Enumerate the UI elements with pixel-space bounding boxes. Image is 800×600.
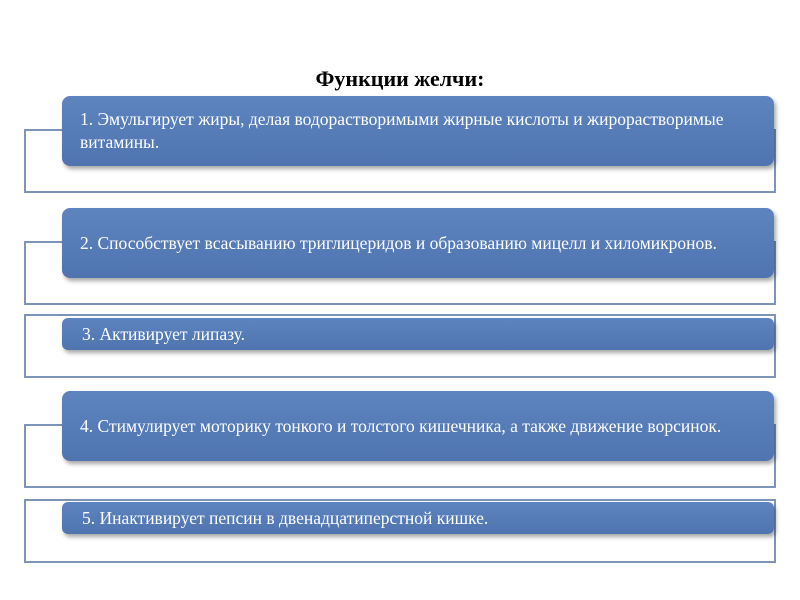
item-text-2: 2. Способствует всасыванию триглицеридов и образованию мицелл и хиломикронов. — [80, 232, 717, 253]
item-text-5: 5. Инактивирует пепсин в двенадцатиперстной кишке. — [82, 507, 489, 528]
item-bar-5 — [62, 502, 774, 534]
item-bar-2 — [62, 208, 774, 278]
item-bar-4 — [62, 391, 774, 461]
item-text-1: 1. Эмульгирует жиры, делая водорастворимыми жирные кислоты и жирорастворимые витамины. — [80, 109, 724, 152]
diagram-title: Функции желчи: — [315, 66, 485, 91]
item-text-4: 4. Стимулирует моторику тонкого и толстого кишечника, а также движение ворсинок. — [80, 415, 722, 436]
item-bar-1 — [62, 96, 774, 166]
item-text-3: 3. Активирует липазу. — [82, 323, 246, 344]
item-bar-3 — [62, 318, 774, 350]
